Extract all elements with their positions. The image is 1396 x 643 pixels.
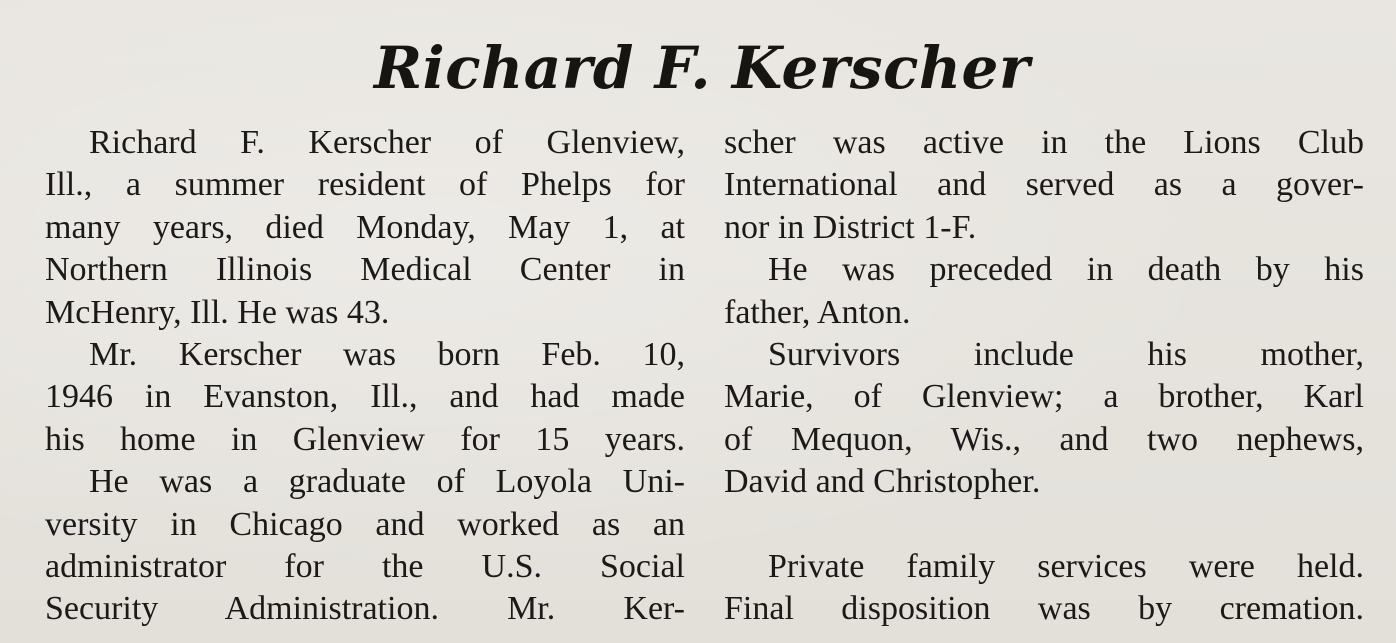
text-line: Survivors include his mother,: [768, 335, 1364, 373]
text-line: Northern Illinois Medical Center in: [45, 251, 685, 289]
obituary-headline: Richard F. Kerscher: [373, 34, 1031, 102]
right-column: [724, 122, 1364, 631]
text-line: Mr. Kerscher was born Feb. 10,: [89, 335, 685, 373]
text-line: versity in Chicago and worked as an: [45, 505, 685, 543]
text-line: Final disposition was by cremation.: [724, 590, 1364, 628]
left-column: [45, 122, 685, 631]
text-line: He was a graduate of Loyola Uni-: [89, 463, 685, 501]
paragraph-gap: [724, 504, 1364, 546]
text-line: nor in District 1-F.: [724, 208, 977, 246]
text-line: his home in Glenview for 15 years.: [45, 420, 685, 458]
text-line: Private family services were held.: [768, 547, 1364, 585]
text-line: McHenry, Ill. He was 43.: [45, 293, 390, 331]
text-line: scher was active in the Lions Club: [724, 124, 1364, 161]
text-line: David and Christopher.: [724, 463, 1041, 501]
text-line: Ill., a summer resident of Phelps for: [45, 166, 685, 204]
text-line: International and served as a gover-: [724, 166, 1364, 204]
text-line: many years, died Monday, May 1, at: [45, 208, 685, 246]
text-line: of Mequon, Wis., and two nephews,: [724, 420, 1364, 458]
text-line: 1946 in Evanston, Ill., and had made: [45, 378, 685, 416]
text-line: Security Administration. Mr. Ker-: [45, 590, 685, 628]
text-line: He was preceded in death by his: [768, 251, 1364, 289]
text-line: Richard F. Kerscher of Glenview,: [89, 124, 685, 161]
text-line: Marie, of Glenview; a brother, Karl: [724, 378, 1364, 416]
text-line: administrator for the U.S. Social: [45, 547, 685, 585]
text-line: father, Anton.: [724, 293, 911, 331]
